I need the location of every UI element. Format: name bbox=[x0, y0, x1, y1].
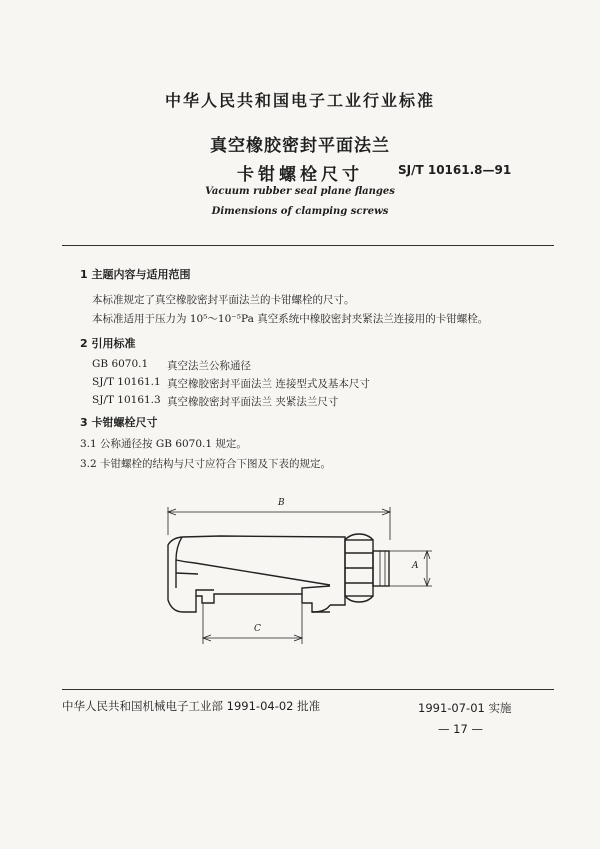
approval-line: 中华人民共和国机械电子工业部 1991-04-02 批准 bbox=[62, 699, 321, 713]
clause-3-1: 3.1 公称通径按 GB 6070.1 规定。 bbox=[80, 438, 247, 450]
standard-code: SJ/T 10161.8—91 bbox=[398, 163, 512, 177]
title-zh-line2: 卡钳螺栓尺寸 bbox=[237, 165, 363, 185]
reference-code: SJ/T 10161.1 bbox=[92, 376, 161, 388]
section-1-paragraph-2: 本标准适用于压力为 10⁵～10⁻⁵Pa 真空系统中橡胶密封夹紧法兰连接用的卡钳螺栓。 bbox=[92, 313, 489, 325]
section-1-heading: 1 主题内容与适用范围 bbox=[80, 268, 191, 281]
standard-category-header: 中华人民共和国电子工业行业标准 bbox=[164, 91, 435, 110]
footer-rule bbox=[62, 689, 554, 690]
section-2-heading: 2 引用标准 bbox=[80, 337, 136, 350]
title-en-line1: Vacuum rubber seal plane flanges bbox=[205, 186, 395, 197]
title-zh-line1: 真空橡胶密封平面法兰 bbox=[210, 136, 390, 156]
section-1-paragraph-1: 本标准规定了真空橡胶密封平面法兰的卡钳螺栓的尺寸。 bbox=[92, 294, 355, 306]
reference-code: SJ/T 10161.3 bbox=[92, 394, 161, 406]
reference-title: 真空法兰公称通径 bbox=[167, 360, 251, 372]
dimension-label-c: C bbox=[254, 624, 261, 634]
title-en-line2: Dimensions of clamping screws bbox=[211, 206, 389, 217]
dimension-label-b: B bbox=[278, 498, 285, 508]
page-number: — 17 — bbox=[438, 722, 483, 736]
dimension-label-a: A bbox=[412, 561, 419, 571]
effective-date: 1991-07-01 实施 bbox=[418, 701, 512, 715]
reference-title: 真空橡胶密封平面法兰 夹紧法兰尺寸 bbox=[167, 396, 339, 408]
reference-title: 真空橡胶密封平面法兰 连接型式及基本尺寸 bbox=[167, 378, 370, 390]
clause-3-2: 3.2 卡钳螺栓的结构与尺寸应符合下图及下表的规定。 bbox=[80, 458, 332, 470]
reference-code: GB 6070.1 bbox=[92, 358, 149, 370]
section-3-heading: 3 卡钳螺栓尺寸 bbox=[80, 416, 158, 429]
